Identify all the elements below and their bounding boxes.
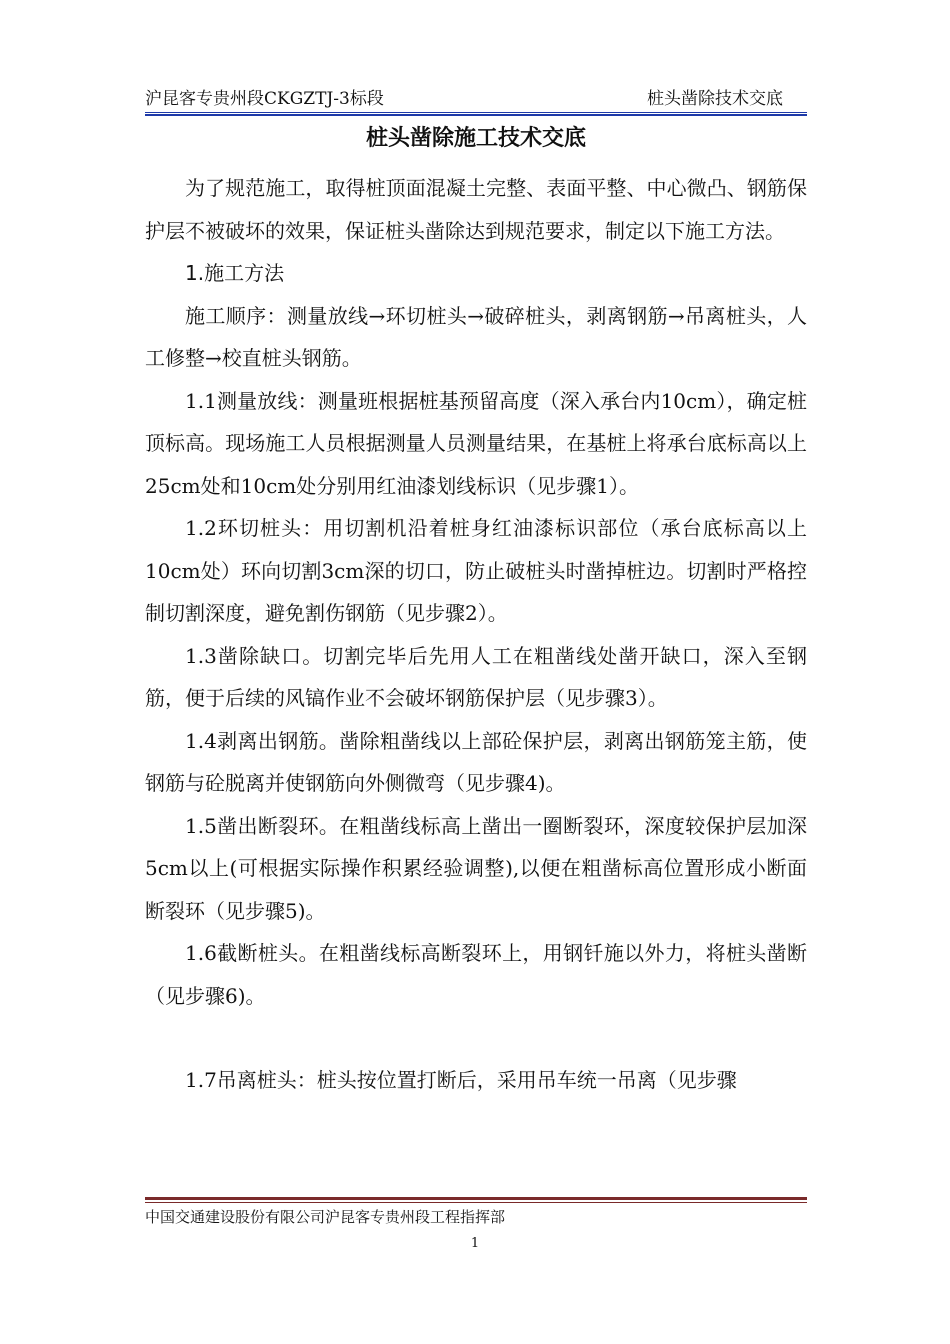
step-1-2-paragraph: 1.2环切桩头：用切割机沿着桩身红油漆标识部位（承台底标高以上10cm处）环向切割3cm深的切口，防止破桩头时凿掉桩边。切割时严格控制切割深度，避免割伤钢筋（见步骤2）。 [145,516,807,625]
document-body [145,167,807,1102]
intro-paragraph: 为了规范施工，取得桩顶面混凝土完整、表面平整、中心微凸、钢筋保护层不被破坏的效果，保证桩头凿除达到规范要求，制定以下施工方法。 [145,176,807,243]
footer-divider [145,1197,807,1203]
construction-sequence-paragraph: 施工顺序：测量放线→环切桩头→破碎桩头，剥离钢筋→吊离桩头，人工修整→校直桩头钢筋。 [145,303,807,370]
section-heading: 1.施工方法 [185,261,285,285]
page-footer: 中国交通建设股份有限公司沪昆客专贵州段工程指挥部 [145,1208,506,1226]
header-divider [145,112,807,116]
header-document-title: 桩头凿除技术交底 [647,89,783,109]
step-1-6-paragraph: 1.6截断桩头。在粗凿线标高断裂环上，用钢钎施以外力，将桩头凿断（见步骤6)。 [145,941,807,1008]
document-title: 桩头凿除施工技术交底 [365,126,586,151]
page-number: 1 [470,1236,480,1251]
step-1-7-paragraph: 1.7吊离桩头：桩头按位置打断后，采用吊车统一吊离（见步骤 [185,1068,737,1092]
header-project-name: 沪昆客专贵州段CKGZTJ-3标段 [145,89,384,109]
step-1-5-paragraph: 1.5凿出断裂环。在粗凿线标高上凿出一圈断裂环，深度较保护层加深5cm以上(可根据实际操作积累经验调整),以便在粗凿标高位置形成小断面断裂环（见步骤5)。 [145,813,807,923]
page-header [145,86,807,112]
step-1-4-paragraph: 1.4剥离出钢筋。凿除粗凿线以上部砼保护层，剥离出钢筋笼主筋，使钢筋与砼脱离并使钢筋向外侧微弯（见步骤4)。 [145,728,807,795]
step-1-1-paragraph: 1.1测量放线：测量班根据桩基预留高度（深入承台内10cm），确定桩顶标高。现场施工人员根据测量人员测量结果，在基桩上将承台底标高以上25cm处和10cm处分别用红油漆划线标识（见步骤1）。 [145,388,807,498]
step-1-3-paragraph: 1.3凿除缺口。切割完毕后先用人工在粗凿线处凿开缺口，深入至钢筋，便于后续的风镐作业不会破坏钢筋保护层（见步骤3）。 [145,643,807,710]
